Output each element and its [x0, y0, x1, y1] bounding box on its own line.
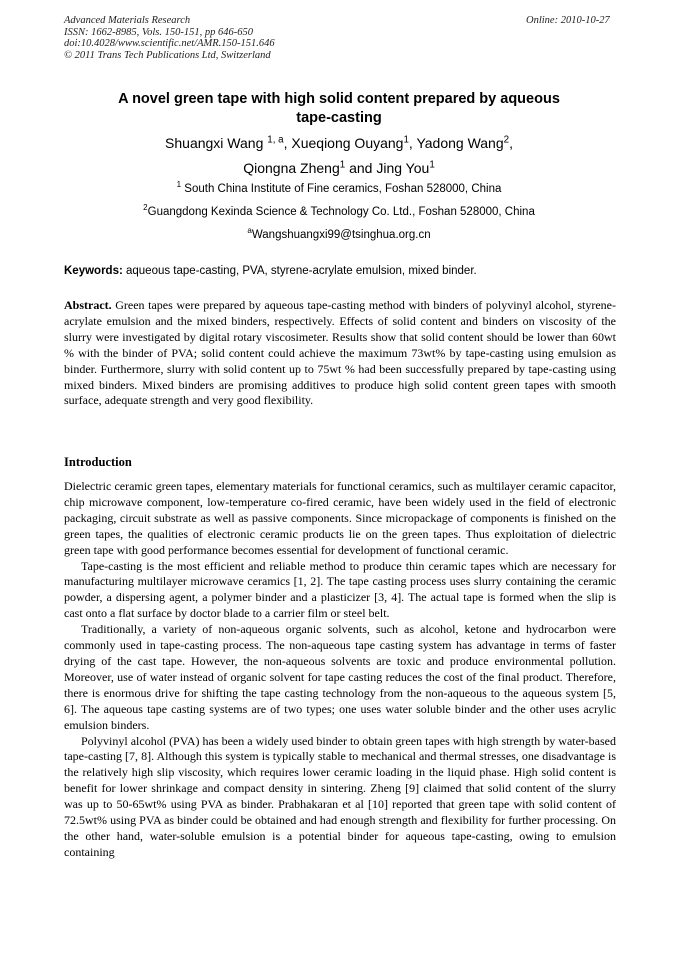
- paragraph: Dielectric ceramic green tapes, elementary materials for functional ceramics, such as multilayer ceramic capacitor, chip microwave component, low-temperature co-fired ceramic, have been widely used in the field of electronic packaging, circuit substrate as well as passive components. Since micropackage of components is finished on the green tapes, the qualities of electronic ceramic products lie on the green tapes. Thus exploitation of dielectric green tape with good performance becomes essential for development of functional ceramic.: [64, 479, 616, 557]
- affiliation-text: South China Institute of Fine ceramics, Foshan 528000, China: [181, 183, 502, 195]
- author-name: and Jing You: [345, 160, 430, 176]
- journal-header: [64, 15, 275, 61]
- doi-line: doi:10.4028/www.scientific.net/AMR.150-151.646: [64, 38, 275, 49]
- email-address: Wangshuangxi99@tsinghua.org.cn: [251, 229, 431, 241]
- paragraph: Traditionally, a variety of non-aqueous organic solvents, such as alcohol, ketone and hydrocarbon were commonly used in tape-casting process. The non-aqueous tape casting system has advantage in terms of faster drying of the cast tape. However, the non-aqueous solvents are toxic and produce environmental pollution. Moreover, use of water instead of organic solvent for tape casting reduces the cost of the final product. Therefore, there is enormous drive for shifting the tape casting technology from the non-aqueous to the aqueous system [5, 6]. The aqueous tape casting systems are of two types; one uses water soluble binder and the other uses acrylic emulsion binders.: [64, 622, 616, 732]
- issn-line: ISSN: 1662-8985, Vols. 150-151, pp 646-650: [64, 26, 253, 38]
- journal-name: Advanced Materials Research: [64, 15, 191, 26]
- author-name: Shuangxi Wang: [165, 135, 268, 151]
- author-separator: ,: [509, 135, 513, 151]
- title-line-1: A novel green tape with high solid content prepared by aqueous: [118, 91, 560, 107]
- author-name: , Xueqiong Ouyang: [283, 135, 404, 151]
- email-mark: a: [247, 226, 252, 236]
- affiliation-2: [64, 205, 614, 219]
- paragraph: Polyvinyl alcohol (PVA) has been a widely used binder to obtain green tapes with high strength by water-based tape-casting [7, 8]. Although this system is typically stable to mechanical and thermal stresses, one disadvantage is the relatively high slip viscosity, which requires lower ceramic loading in the liquid phase. High solid content is benefit for lower shrinkage and compact density in sintering. Zheng [9] claimed that solid content of the slurry was up to 50-65wt% using PVA as binder. Prabhakaran et al [10] reported that green tape with solid content of 72.5wt% using PVA as binder could be obtained and had enough strength and flexibility for further processing. On the other hand, water-soluble emulsion is a potential binder for aqueous tape-casting, owing to emulsion containing: [64, 733, 616, 859]
- affiliation-mark: 2: [143, 203, 148, 213]
- author-line-1: [64, 131, 614, 156]
- paper-title: [64, 90, 614, 128]
- author-name: Qiongna Zheng: [243, 160, 340, 176]
- section-heading-introduction: Introduction: [64, 455, 132, 469]
- abstract: [64, 298, 616, 409]
- keywords-label: Keywords:: [64, 265, 123, 277]
- email-line: [64, 228, 614, 242]
- title-line-2: tape-casting: [296, 110, 382, 126]
- abstract-text: Green tapes were prepared by aqueous tape-casting method with binders of polyvinyl alcohol, styrene-acrylate emulsion and the mixed binders, respectively. Effects of solid content and binders on viscosity of the slurry were investigated by digital rotary viscosimeter. Results show that solid content should be lower than 60wt % with the binder of PVA; solid content could achieve the maximum 73wt% by tape-casting using emulsion as binder. Furthermore, slurry with solid content up to 75wt % had been successfully prepared by tape-casting using mixed binders. Mixed binders are promising additives to produce high solid content green tapes with smooth surface, adequate strength and very good flexibility.: [64, 298, 616, 408]
- affiliation-mark: 1: [176, 180, 182, 190]
- introduction-body: [64, 479, 616, 861]
- copyright-line: © 2011 Trans Tech Publications Ltd, Switzerland: [64, 49, 271, 61]
- paragraph: Tape-casting is the most efficient and reliable method to produce thin ceramic tapes which are necessary for manufacturing multilayer microwave ceramics [1, 2]. The tape casting process uses slurry containing the ceramic powder, a dispersing agent, a polymer binder and a plasticizer [3, 4]. The actual tape is formed when the slip is cast onto a flat surface by doctor blade to a carrier film or steel belt.: [64, 558, 616, 621]
- abstract-label: Abstract.: [64, 298, 112, 312]
- author-line-2: [64, 156, 614, 181]
- author-affiliation-mark: 1, a: [267, 134, 284, 146]
- affiliation-text: Guangdong Kexinda Science & Technology Co. Ltd., Foshan 528000, China: [147, 206, 535, 218]
- author-affiliation-mark: 2: [503, 134, 510, 146]
- author-affiliation-mark: 1: [429, 159, 435, 171]
- author-affiliation-mark: 1: [339, 159, 346, 171]
- keywords: [64, 264, 620, 278]
- keywords-text: aqueous tape-casting, PVA, styrene-acrylate emulsion, mixed binder.: [122, 265, 477, 277]
- online-date: Online: 2010-10-27: [526, 15, 610, 26]
- author-list: [64, 131, 614, 181]
- author-affiliation-mark: 1: [403, 134, 409, 146]
- affiliation-1: [64, 182, 614, 196]
- author-name: , Yadong Wang: [408, 135, 504, 151]
